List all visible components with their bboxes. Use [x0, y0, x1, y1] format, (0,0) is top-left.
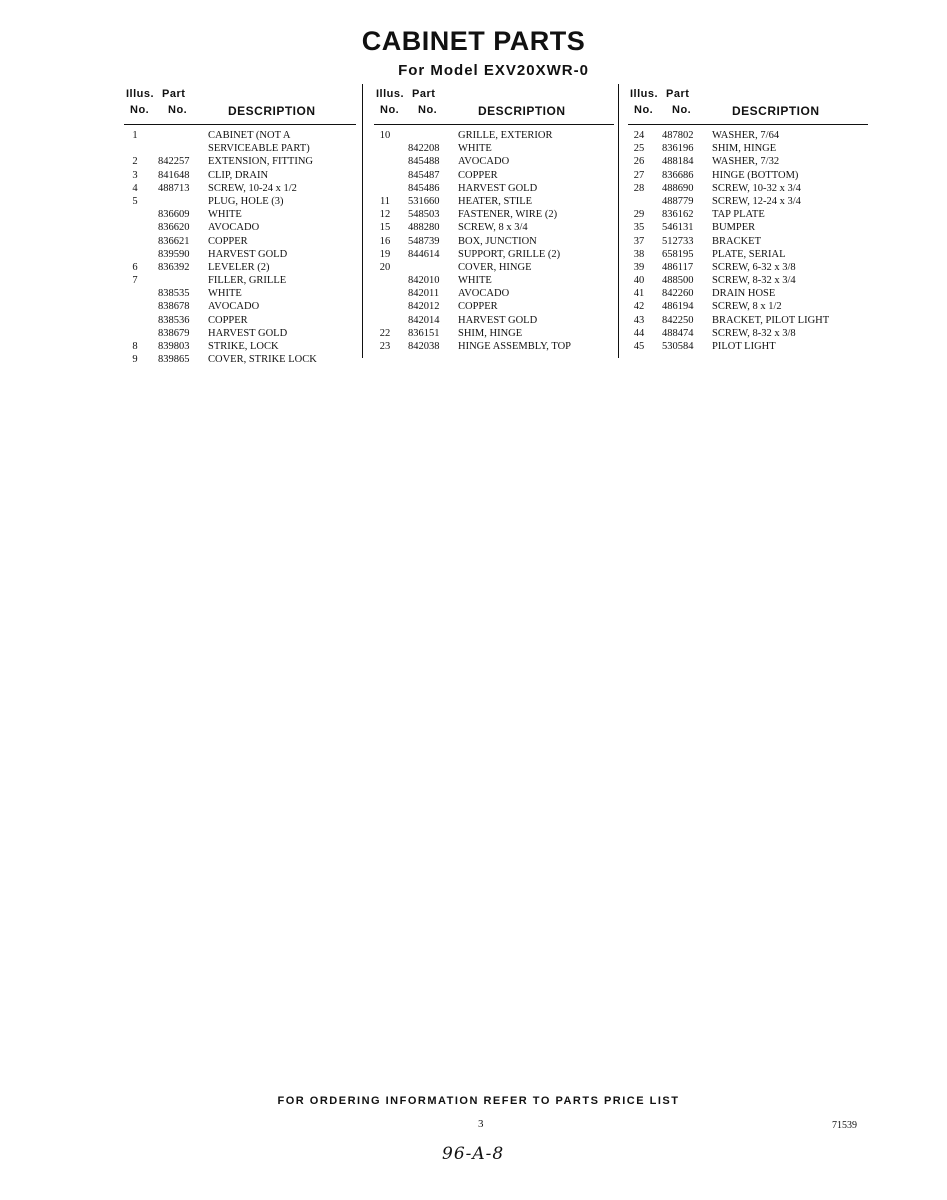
illus-number: 45 [633, 341, 645, 352]
illus-number: 40 [633, 275, 645, 287]
table-row [124, 155, 356, 168]
part-number: 836621 [158, 235, 190, 247]
illus-number: 35 [633, 222, 645, 234]
part-description: COPPER [458, 169, 498, 181]
part-description: SUPPORT, GRILLE (2) [458, 248, 561, 260]
table-row [374, 235, 614, 248]
part-number: 838679 [158, 327, 190, 339]
illus-number: 15 [379, 222, 391, 234]
ordering-footer: FOR ORDERING INFORMATION REFER TO PARTS PRICE LIST [277, 1095, 680, 1107]
part-number: 658195 [662, 248, 694, 260]
table-row [374, 182, 614, 195]
illus-number: 24 [633, 130, 645, 141]
table-row [628, 235, 868, 248]
part-description: AVOCADO [208, 301, 260, 313]
illus-number: 29 [633, 209, 645, 221]
part-description: HEATER, STILE [458, 195, 533, 207]
part-number: 841648 [158, 169, 190, 181]
table-row [124, 248, 356, 261]
part-number: 839803 [158, 341, 190, 352]
illus-number: 4 [132, 182, 138, 194]
illus-number: 7 [132, 275, 138, 287]
part-number: 836162 [662, 209, 694, 221]
table-row [124, 142, 356, 155]
illus-number: 20 [379, 261, 391, 273]
table-row [124, 221, 356, 234]
part-description: PLATE, SERIAL [712, 248, 786, 260]
part-number: 842014 [408, 314, 440, 326]
part-number: 844614 [408, 248, 440, 260]
document-number: 71539 [832, 1120, 857, 1131]
description-header: DESCRIPTION [228, 104, 316, 118]
illus-number: 25 [633, 143, 645, 155]
column-divider [618, 84, 619, 358]
part-description: SCREW, 12-24 x 3/4 [712, 195, 801, 207]
table-row [124, 261, 356, 274]
part-description: FASTENER, WIRE (2) [458, 209, 558, 221]
table-row [124, 314, 356, 327]
part-description: WHITE [208, 209, 242, 221]
part-number: 842257 [158, 156, 190, 168]
part-number: 842250 [662, 314, 694, 326]
illus-number: 11 [379, 195, 391, 207]
illus-number: 27 [633, 169, 645, 181]
part-number: 488713 [158, 182, 190, 194]
table-row [628, 195, 868, 208]
description-header: DESCRIPTION [478, 104, 566, 118]
table-row [124, 169, 356, 182]
illus-header: Illus. [630, 88, 659, 100]
table-row [628, 155, 868, 168]
part-description: WHITE [208, 288, 242, 300]
table-row [374, 340, 614, 353]
table-row [628, 169, 868, 182]
table-row [124, 208, 356, 221]
part-description: SCREW, 8-32 x 3/8 [712, 327, 796, 339]
part-number: 488184 [662, 156, 694, 168]
table-row [124, 182, 356, 195]
table-row [374, 221, 614, 234]
illus-number: 37 [633, 235, 645, 247]
illus-number: 5 [132, 195, 138, 207]
part-description: HINGE ASSEMBLY, TOP [458, 341, 572, 352]
part-description: AVOCADO [458, 288, 510, 300]
part-description: SERVICEABLE PART) [208, 143, 310, 155]
part-number: 488779 [662, 195, 694, 207]
table-row [374, 261, 614, 274]
part-description: COVER, STRIKE LOCK [208, 354, 317, 366]
part-description: FILLER, GRILLE [208, 275, 287, 287]
parts-column-2 [374, 86, 614, 353]
part-number: 842010 [408, 275, 440, 287]
part-number: 548503 [408, 209, 440, 221]
table-row [374, 274, 614, 287]
illus-number: 19 [379, 248, 391, 260]
table-row [628, 248, 868, 261]
part-number: 839865 [158, 354, 190, 366]
illus-number: 10 [379, 130, 391, 141]
table-row [374, 327, 614, 340]
part-description: STRIKE, LOCK [208, 341, 279, 352]
part-number: 845488 [408, 156, 440, 168]
part-description: COPPER [208, 314, 248, 326]
part-description: SCREW, 8 x 1/2 [712, 301, 782, 313]
part-number: 838678 [158, 301, 190, 313]
table-row [628, 274, 868, 287]
table-row [374, 169, 614, 182]
part-description: SHIM, HINGE [712, 143, 777, 155]
part-number: 845487 [408, 169, 440, 181]
part-description: WHITE [458, 275, 492, 287]
part-number: 838535 [158, 288, 190, 300]
part-no-header: No. [168, 104, 188, 116]
column-header [374, 86, 614, 125]
illus-number: 8 [132, 341, 138, 352]
part-number: 842208 [408, 143, 440, 155]
description-header: DESCRIPTION [732, 104, 820, 118]
part-description: AVOCADO [208, 222, 260, 234]
part-number: 488500 [662, 275, 694, 287]
part-number: 531660 [408, 195, 440, 207]
part-description: HARVEST GOLD [458, 182, 538, 194]
table-row [374, 142, 614, 155]
part-number: 836151 [408, 327, 440, 339]
table-row [124, 353, 356, 366]
column-divider [362, 84, 363, 358]
part-number: 836392 [158, 261, 190, 273]
table-row [124, 340, 356, 353]
page-number: 3 [478, 1118, 484, 1130]
parts-list [374, 129, 614, 353]
part-description: SCREW, 6-32 x 3/8 [712, 261, 796, 273]
part-description: BOX, JUNCTION [458, 235, 537, 247]
table-row [374, 314, 614, 327]
part-description: DRAIN HOSE [712, 288, 776, 300]
part-description: PLUG, HOLE (3) [208, 195, 284, 207]
illus-header: Illus. [126, 88, 155, 100]
part-description: COVER, HINGE [458, 261, 532, 273]
illus-number: 2 [132, 156, 138, 168]
illus-number: 3 [132, 169, 138, 181]
illus-no-header: No. [380, 104, 400, 116]
part-number: 842012 [408, 301, 440, 313]
illus-number: 41 [633, 288, 645, 300]
table-row [628, 142, 868, 155]
table-row [124, 287, 356, 300]
table-row [374, 208, 614, 221]
table-row [124, 274, 356, 287]
part-number: 487802 [662, 130, 694, 141]
table-row [124, 235, 356, 248]
illus-number: 28 [633, 182, 645, 194]
part-description: TAP PLATE [712, 209, 765, 221]
part-description: SCREW, 8 x 3/4 [458, 222, 528, 234]
part-description: WHITE [458, 143, 492, 155]
part-header: Part [162, 88, 186, 100]
illus-number: 44 [633, 327, 645, 339]
part-number: 530584 [662, 341, 694, 352]
illus-number: 42 [633, 301, 645, 313]
part-number: 839590 [158, 248, 190, 260]
part-description: SCREW, 8-32 x 3/4 [712, 275, 796, 287]
part-description: BRACKET [712, 235, 762, 247]
part-no-header: No. [672, 104, 692, 116]
table-row [628, 340, 868, 353]
part-description: CLIP, DRAIN [208, 169, 269, 181]
part-description: HARVEST GOLD [208, 248, 288, 260]
illus-number: 9 [132, 354, 138, 366]
part-number: 836620 [158, 222, 190, 234]
table-row [374, 248, 614, 261]
part-description: HARVEST GOLD [208, 327, 288, 339]
parts-list [124, 129, 356, 366]
part-number: 488280 [408, 222, 440, 234]
table-row [374, 300, 614, 313]
table-row [124, 129, 356, 142]
part-description: WASHER, 7/64 [712, 130, 780, 141]
part-no-header: No. [418, 104, 438, 116]
illus-no-header: No. [130, 104, 150, 116]
part-description: HINGE (BOTTOM) [712, 169, 799, 181]
part-number: 546131 [662, 222, 694, 234]
part-description: WASHER, 7/32 [712, 156, 780, 168]
table-row [628, 314, 868, 327]
parts-column-1 [124, 86, 356, 366]
part-number: 488690 [662, 182, 694, 194]
table-row [628, 300, 868, 313]
part-description: LEVELER (2) [208, 261, 270, 273]
table-row [628, 221, 868, 234]
illus-number: 1 [132, 130, 138, 141]
table-row [124, 195, 356, 208]
part-header: Part [666, 88, 690, 100]
part-description: EXTENSION, FITTING [208, 156, 313, 168]
model-subtitle: For Model EXV20XWR-0 [398, 62, 589, 79]
part-description: COPPER [208, 235, 248, 247]
part-description: BRACKET, PILOT LIGHT [712, 314, 830, 326]
table-row [628, 287, 868, 300]
part-number: 486194 [662, 301, 694, 313]
illus-number: 16 [379, 235, 391, 247]
illus-number: 38 [633, 248, 645, 260]
table-row [374, 287, 614, 300]
part-description: PILOT LIGHT [712, 341, 776, 352]
part-number: 842011 [408, 288, 440, 300]
illus-number: 22 [379, 327, 391, 339]
part-number: 838536 [158, 314, 190, 326]
part-description: AVOCADO [458, 156, 510, 168]
part-description: BUMPER [712, 222, 756, 234]
part-description: SCREW, 10-32 x 3/4 [712, 182, 801, 194]
table-row [374, 155, 614, 168]
parts-column-3 [628, 86, 868, 353]
part-number: 836609 [158, 209, 190, 221]
table-row [628, 327, 868, 340]
illus-number: 26 [633, 156, 645, 168]
table-row [628, 182, 868, 195]
page-title: CABINET PARTS [361, 26, 586, 56]
column-header [124, 86, 356, 125]
part-description: COPPER [458, 301, 498, 313]
part-header: Part [412, 88, 436, 100]
illus-no-header: No. [634, 104, 654, 116]
part-number: 842260 [662, 288, 694, 300]
part-number: 836686 [662, 169, 694, 181]
table-row [374, 129, 614, 142]
illus-number: 23 [379, 341, 391, 352]
illus-number: 39 [633, 261, 645, 273]
table-row [124, 300, 356, 313]
parts-list [628, 129, 868, 353]
part-number: 488474 [662, 327, 694, 339]
table-row [124, 327, 356, 340]
part-description: SCREW, 10-24 x 1/2 [208, 182, 297, 194]
table-row [628, 261, 868, 274]
illus-number: 43 [633, 314, 645, 326]
handwritten-note: 96-A-8 [442, 1144, 505, 1164]
illus-header: Illus. [376, 88, 405, 100]
part-number: 845486 [408, 182, 440, 194]
illus-number: 12 [379, 209, 391, 221]
part-number: 548739 [408, 235, 440, 247]
part-description: SHIM, HINGE [458, 327, 523, 339]
table-row [628, 129, 868, 142]
part-number: 836196 [662, 143, 694, 155]
part-description: CABINET (NOT A [208, 130, 291, 141]
table-row [628, 208, 868, 221]
part-description: HARVEST GOLD [458, 314, 538, 326]
part-number: 486117 [662, 261, 694, 273]
column-header [628, 86, 868, 125]
part-description: GRILLE, EXTERIOR [458, 130, 553, 141]
part-number: 512733 [662, 235, 694, 247]
table-row [374, 195, 614, 208]
illus-number: 6 [132, 261, 138, 273]
part-number: 842038 [408, 341, 440, 352]
